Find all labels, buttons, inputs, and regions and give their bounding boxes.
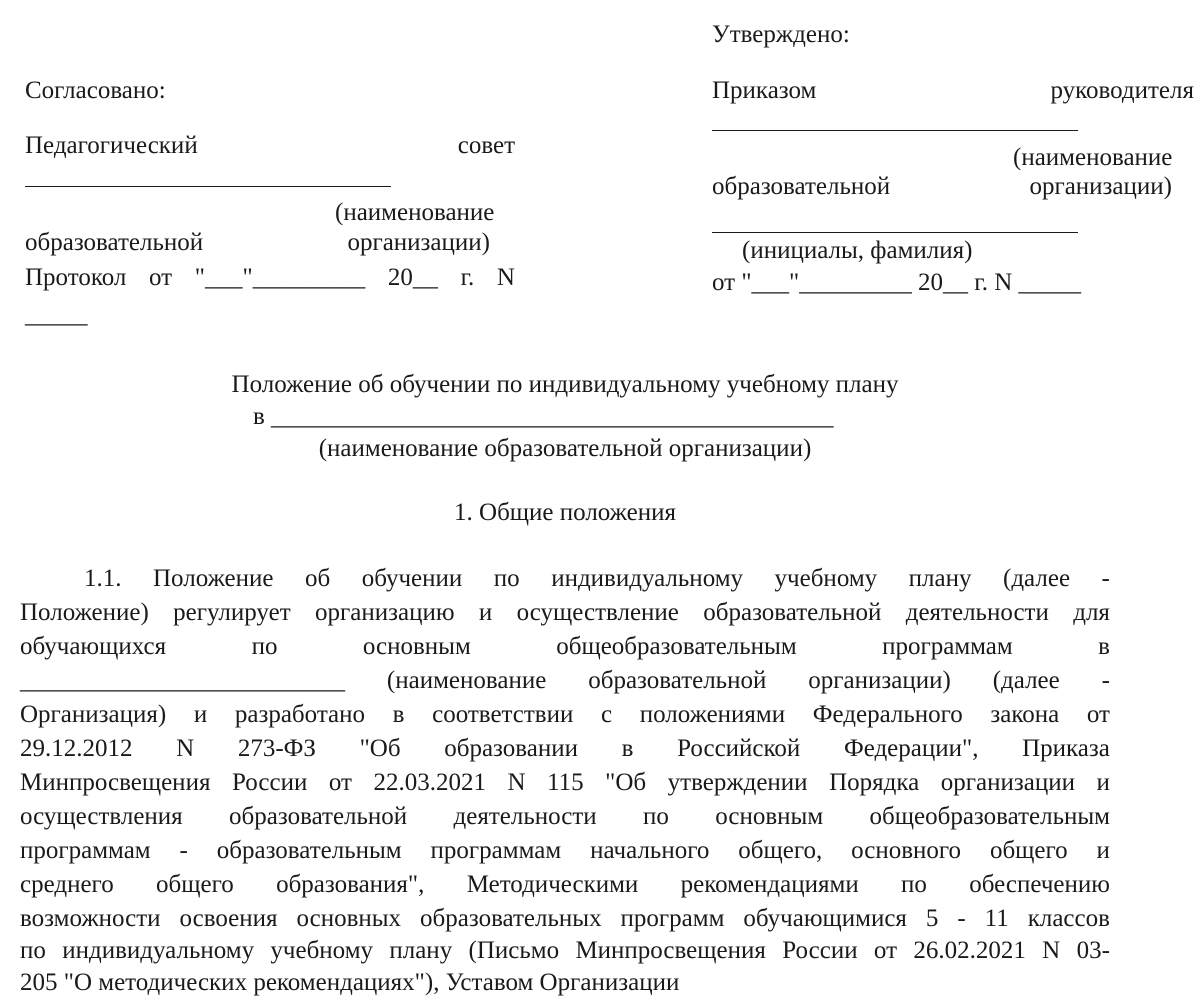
word: России bbox=[231, 769, 308, 796]
word: Приказа bbox=[1022, 735, 1110, 762]
section-1-line-7 bbox=[20, 770, 1110, 795]
word: 26.02.2021 bbox=[913, 937, 1026, 964]
word: программам bbox=[430, 837, 562, 864]
word: образовательной bbox=[703, 599, 882, 626]
agreed-org-hint-1: (наименование bbox=[335, 199, 495, 226]
approved-date-line: от "___"_________ 20__ г. N _____ bbox=[712, 269, 1081, 296]
word: осуществление bbox=[516, 599, 679, 626]
word: закона bbox=[990, 701, 1060, 728]
word: общеобразовательным bbox=[556, 633, 797, 660]
word: России bbox=[782, 937, 858, 964]
word: от bbox=[1086, 701, 1110, 728]
word: образовательных bbox=[420, 905, 602, 932]
word: деятельности bbox=[453, 803, 597, 830]
word: Порядка bbox=[829, 769, 920, 796]
word: по bbox=[901, 871, 927, 898]
word: учебному bbox=[270, 937, 374, 964]
word: рекомендациями bbox=[680, 871, 859, 898]
word: - bbox=[1101, 565, 1110, 592]
word: и bbox=[478, 599, 493, 626]
word: (далее bbox=[992, 667, 1060, 694]
word: образовательной bbox=[588, 667, 767, 694]
word: соответствии bbox=[432, 701, 574, 728]
word: и bbox=[1096, 837, 1110, 864]
word: осуществления bbox=[20, 803, 183, 830]
word: общего bbox=[156, 871, 234, 898]
doc-title-line-1: Положение об обучении по индивидуальному учебному плану bbox=[231, 371, 899, 398]
word: __________________________ bbox=[20, 667, 345, 694]
section-1-line-5 bbox=[20, 702, 1110, 727]
word: 29.12.2012 bbox=[20, 735, 133, 762]
word: N bbox=[507, 769, 526, 796]
agreed-council-word-1: Педагогический bbox=[25, 132, 198, 159]
section-1-line-8 bbox=[20, 804, 1110, 829]
word: N bbox=[1042, 937, 1061, 964]
word: регулирует bbox=[173, 599, 291, 626]
section-1-line-9 bbox=[20, 838, 1110, 863]
word: "Об bbox=[605, 769, 647, 796]
word: (наименование bbox=[386, 667, 547, 694]
agreed-org-hint-word-1: образовательной bbox=[25, 229, 204, 256]
word: - bbox=[179, 837, 188, 864]
word: образовании bbox=[444, 735, 578, 762]
word: N bbox=[176, 735, 195, 762]
agreed-protocol-word-6: N bbox=[496, 264, 515, 291]
approved-order-line bbox=[712, 78, 1194, 103]
agreed-blank bbox=[25, 186, 391, 187]
word: от bbox=[328, 769, 352, 796]
word: индивидуальному bbox=[62, 937, 255, 964]
word: Положение bbox=[153, 565, 274, 592]
word: Минпросвещения bbox=[575, 937, 766, 964]
word: по bbox=[493, 565, 520, 592]
approved-org-hint-word-1: образовательной bbox=[712, 173, 891, 200]
word: обучении bbox=[361, 565, 463, 592]
approved-title: Утверждено: bbox=[712, 21, 850, 48]
word: индивидуальному bbox=[551, 565, 744, 592]
word: "Об bbox=[359, 735, 401, 762]
word: возможности bbox=[20, 905, 161, 932]
word: обучающихся bbox=[20, 633, 167, 660]
approved-order-word-1: Приказом bbox=[712, 77, 817, 104]
word: основным bbox=[715, 803, 824, 830]
word: начального bbox=[590, 837, 710, 864]
word: Федерации", bbox=[843, 735, 979, 762]
agreed-protocol-word-4: 20__ bbox=[387, 264, 438, 291]
word: - bbox=[957, 905, 966, 932]
approved-org-hint-2 bbox=[712, 174, 1172, 199]
word: обеспечению bbox=[969, 871, 1110, 898]
word: (далее bbox=[1003, 565, 1071, 592]
agreed-protocol-word-1: Протокол bbox=[25, 264, 127, 291]
agreed-protocol-word-2: от bbox=[149, 264, 173, 291]
word: общего bbox=[989, 837, 1068, 864]
word: 5 bbox=[925, 905, 939, 932]
word: организации) bbox=[808, 667, 951, 694]
word: по bbox=[643, 803, 669, 830]
agreed-org-hint-word-2: организации) bbox=[347, 229, 490, 256]
word: общего, bbox=[738, 837, 823, 864]
approved-blank-mid bbox=[712, 232, 1078, 233]
section-1-line-3 bbox=[20, 634, 1110, 659]
word: в bbox=[392, 701, 405, 728]
agreed-protocol-word-5: г. bbox=[460, 264, 475, 291]
agreed-title: Согласовано: bbox=[25, 77, 166, 104]
section-1-heading: 1. Общие положения bbox=[454, 499, 676, 526]
doc-title-line-2: в _____________________________________________ bbox=[253, 403, 834, 430]
word: программам bbox=[882, 633, 1013, 660]
word: Положение) bbox=[20, 599, 149, 626]
approved-initials-hint: (инициалы, фамилия) bbox=[742, 237, 973, 264]
word: 11 bbox=[984, 905, 1009, 932]
word: Организация) bbox=[20, 701, 167, 728]
word: программ bbox=[620, 905, 725, 932]
word: образовательным bbox=[216, 837, 402, 864]
word: 273-ФЗ bbox=[237, 735, 316, 762]
section-1-line-6 bbox=[20, 736, 1110, 761]
word: по bbox=[20, 937, 46, 964]
word: обучающимися bbox=[743, 905, 907, 932]
word: основным bbox=[362, 633, 471, 660]
agreed-protocol-tail: _____ bbox=[25, 301, 88, 328]
word: от bbox=[873, 937, 898, 964]
word: основного bbox=[851, 837, 962, 864]
section-1-line-4 bbox=[20, 668, 1110, 693]
word: среднего bbox=[20, 871, 114, 898]
word: 1.1. bbox=[84, 565, 122, 592]
word: программам bbox=[20, 837, 151, 864]
approved-org-hint-word-2: организации) bbox=[1029, 173, 1172, 200]
doc-title-line-3: (наименование образовательной организации) bbox=[318, 435, 812, 462]
agreed-org-hint-2 bbox=[25, 230, 490, 255]
section-1-line-1 bbox=[84, 566, 1110, 591]
word: по bbox=[251, 633, 278, 660]
agreed-protocol-line bbox=[25, 265, 515, 290]
word: Минпросвещения bbox=[20, 769, 211, 796]
word: образовательной bbox=[229, 803, 408, 830]
word: организации bbox=[940, 769, 1075, 796]
agreed-protocol-word-3: "___"_________ bbox=[194, 264, 366, 291]
word: организацию bbox=[314, 599, 455, 626]
word: разработано bbox=[234, 701, 366, 728]
section-1-line-12 bbox=[20, 938, 1110, 963]
agreed-council-line bbox=[25, 133, 515, 158]
word: 22.03.2021 bbox=[373, 769, 486, 796]
approved-blank-top bbox=[712, 130, 1078, 131]
word: об bbox=[304, 565, 331, 592]
word: и bbox=[1096, 769, 1110, 796]
word: освоения bbox=[179, 905, 278, 932]
word: для bbox=[1073, 599, 1110, 626]
word: - bbox=[1101, 667, 1110, 694]
section-1-line-10 bbox=[20, 872, 1110, 897]
word: Федерального bbox=[812, 701, 963, 728]
agreed-council-word-2: совет bbox=[457, 132, 515, 159]
word: учебному bbox=[774, 565, 878, 592]
word: общеобразовательным bbox=[869, 803, 1110, 830]
word: утверждении bbox=[667, 769, 808, 796]
word: в bbox=[1098, 633, 1110, 660]
word: основных bbox=[296, 905, 402, 932]
section-1-line-13: 205 "О методических рекомендациях"), Уставом Организации bbox=[20, 969, 680, 996]
section-1-line-2 bbox=[20, 600, 1110, 625]
approved-order-word-2: руководителя bbox=[1050, 77, 1194, 104]
word: положениями bbox=[639, 701, 786, 728]
word: плану bbox=[389, 937, 453, 964]
section-1-line-11 bbox=[20, 906, 1110, 931]
word: Российской bbox=[677, 735, 801, 762]
approved-org-hint-1: (наименование bbox=[1013, 144, 1173, 171]
word: и bbox=[193, 701, 208, 728]
word: в bbox=[621, 735, 634, 762]
word: с bbox=[600, 701, 613, 728]
word: Методическими bbox=[466, 871, 639, 898]
word: плану bbox=[908, 565, 972, 592]
word: деятельности bbox=[905, 599, 1049, 626]
word: образования", bbox=[276, 871, 425, 898]
word: классов bbox=[1027, 905, 1110, 932]
word: 03- bbox=[1076, 937, 1110, 964]
word: 115 bbox=[547, 769, 584, 796]
word: (Письмо bbox=[468, 937, 560, 964]
